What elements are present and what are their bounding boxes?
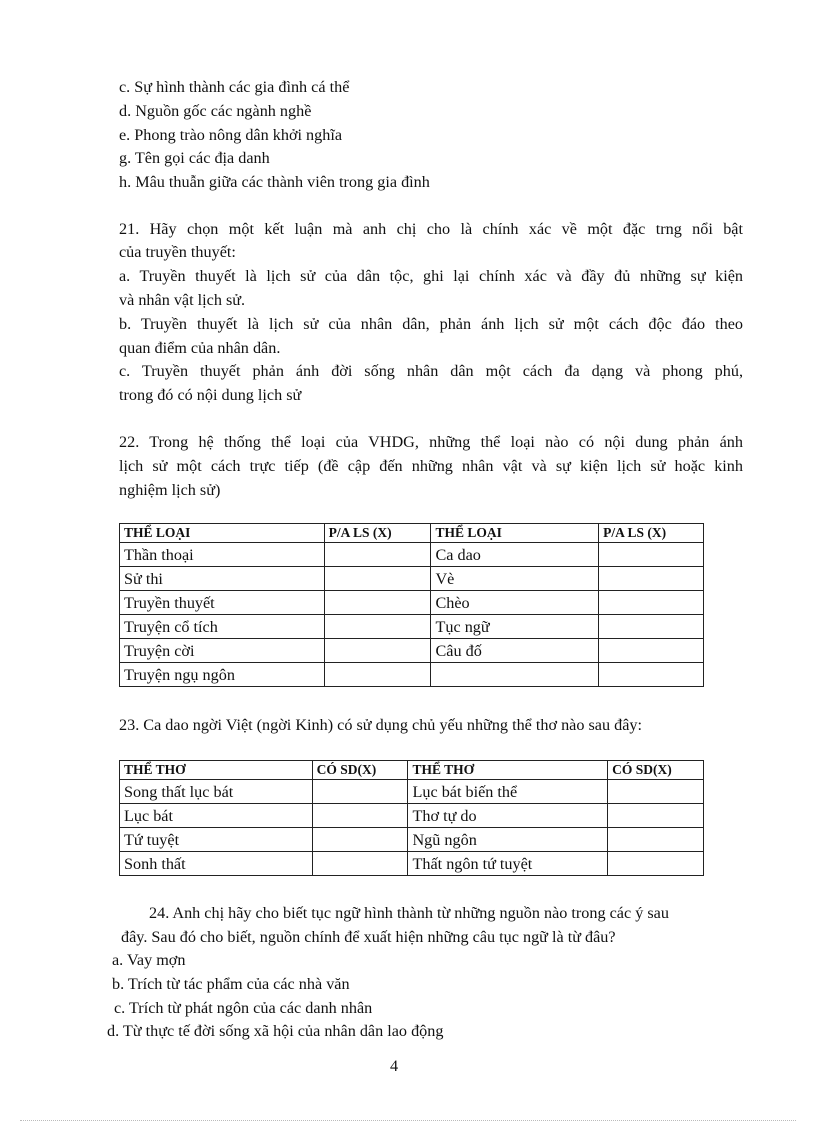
table-cell: Sonh thất [120, 852, 313, 876]
header-cell: THỂ LOẠI [120, 524, 325, 543]
header-cell: THỂ LOẠI [431, 524, 599, 543]
table-row [120, 591, 704, 615]
table-cell: Truyện ngụ ngôn [120, 663, 325, 687]
table-row [120, 780, 704, 804]
table-cell: Thất ngôn tứ tuyệt [408, 852, 608, 876]
table-cell: Lục bát biến thể [408, 780, 608, 804]
table-cell [608, 804, 704, 828]
table-cell [312, 804, 408, 828]
table-row [120, 543, 704, 567]
table-cell [324, 639, 431, 663]
page-bottom-divider [20, 1120, 796, 1121]
table-cell: Sử thi [120, 567, 325, 591]
table-cell [599, 663, 704, 687]
table-cell [324, 567, 431, 591]
q21-option-b-line2: quan điểm của nhân dân. [119, 339, 281, 357]
q23-prompt: 23. Ca dao ngời Việt (ngời Kinh) có sử dụng chủ yếu những thể thơ nào sau đây: [119, 716, 643, 734]
table-header-row [120, 524, 704, 543]
table-cell [312, 852, 408, 876]
q24-option-a: a. Vay mợn [112, 951, 186, 969]
table-cell [599, 639, 704, 663]
table-row [120, 852, 704, 876]
table-cell: Câu đố [431, 639, 599, 663]
q24-prompt-line2: đây. Sau đó cho biết, nguồn chính để xuất hiện những câu tục ngữ là từ đâu? [121, 928, 616, 946]
table-cell [312, 828, 408, 852]
q21-option-b-line1: b. Truyền thuyết là lịch sử của nhân dân, phản ánh lịch sử một cách độc đáo theo [119, 315, 743, 333]
q21-option-c-line2: trong đó có nội dung lịch sử [119, 386, 302, 404]
table-row [120, 828, 704, 852]
q21-option-a-line1: a. Truyền thuyết là lịch sử của dân tộc, ghi lại chính xác và đầy đủ những sự kiện [119, 267, 743, 285]
header-cell: THỂ THƠ [120, 761, 313, 780]
q21-option-a-line2: và nhân vật lịch sử. [119, 291, 246, 309]
q22-genre-table [119, 523, 704, 687]
header-cell: P/A LS (X) [324, 524, 431, 543]
page-number: 4 [390, 1057, 399, 1075]
q23-verse-form-table [119, 760, 704, 876]
table-row [120, 804, 704, 828]
q21-option-c-line1: c. Truyền thuyết phản ánh đời sống nhân dân một cách đa dạng và phong phú, [119, 362, 743, 380]
table-cell [599, 591, 704, 615]
table-cell [599, 615, 704, 639]
table-cell [608, 852, 704, 876]
option-c: c. Sự hình thành các gia đình cá thể [119, 78, 350, 96]
table-row [120, 615, 704, 639]
table-cell: Vè [431, 567, 599, 591]
table-cell: Truyền thuyết [120, 591, 325, 615]
q22-prompt-line1: 22. Trong hệ thống thể loại của VHDG, những thể loại nào có nội dung phản ánh [119, 433, 743, 451]
table-cell: Song thất lục bát [120, 780, 313, 804]
table-cell: Chèo [431, 591, 599, 615]
table-cell [608, 828, 704, 852]
q24-option-b: b. Trích từ tác phẩm của các nhà văn [112, 975, 350, 993]
table-cell: Lục bát [120, 804, 313, 828]
table-header-row [120, 761, 704, 780]
option-h: h. Mâu thuẫn giữa các thành viên trong gia đình [119, 173, 430, 191]
table-cell [324, 591, 431, 615]
q21-prompt-line2: của truyền thuyết: [119, 243, 236, 261]
header-cell: CÓ SD(X) [312, 761, 408, 780]
table-cell: Tục ngữ [431, 615, 599, 639]
header-cell: CÓ SD(X) [608, 761, 704, 780]
table-cell: Thần thoại [120, 543, 325, 567]
q21-prompt-line1: 21. Hãy chọn một kết luận mà anh chị cho là chính xác về một đặc trng nổi bật [119, 220, 743, 238]
table-row [120, 663, 704, 687]
q24-option-d: d. Từ thực tế đời sống xã hội của nhân dân lao động [107, 1022, 444, 1040]
table-cell [608, 780, 704, 804]
q24-option-c: c. Trích từ phát ngôn của các danh nhân [114, 999, 373, 1017]
table-cell: Ngũ ngôn [408, 828, 608, 852]
option-d: d. Nguồn gốc các ngành nghề [119, 102, 312, 120]
table-cell: Thơ tự do [408, 804, 608, 828]
header-cell: THỂ THƠ [408, 761, 608, 780]
table-row [120, 639, 704, 663]
q24-prompt-line1: 24. Anh chị hãy cho biết tục ngữ hình thành từ những nguồn nào trong các ý sau [149, 904, 669, 922]
table-cell [312, 780, 408, 804]
table-cell [431, 663, 599, 687]
table-cell [599, 567, 704, 591]
table-cell: Ca dao [431, 543, 599, 567]
header-cell: P/A LS (X) [599, 524, 704, 543]
table-cell [599, 543, 704, 567]
table-cell: Tứ tuyệt [120, 828, 313, 852]
table-cell [324, 615, 431, 639]
table-cell [324, 543, 431, 567]
table-cell [324, 663, 431, 687]
q22-prompt-line3: nghiệm lịch sử) [119, 481, 221, 499]
table-row [120, 567, 704, 591]
q22-prompt-line2: lịch sử một cách trực tiếp (đề cập đến những nhân vật và sự kiện lịch sử hoặc kinh [119, 457, 743, 475]
table-cell: Truyện cổ tích [120, 615, 325, 639]
table-cell: Truyện cời [120, 639, 325, 663]
option-g: g. Tên gọi các địa danh [119, 149, 270, 167]
option-e: e. Phong trào nông dân khởi nghĩa [119, 126, 343, 144]
